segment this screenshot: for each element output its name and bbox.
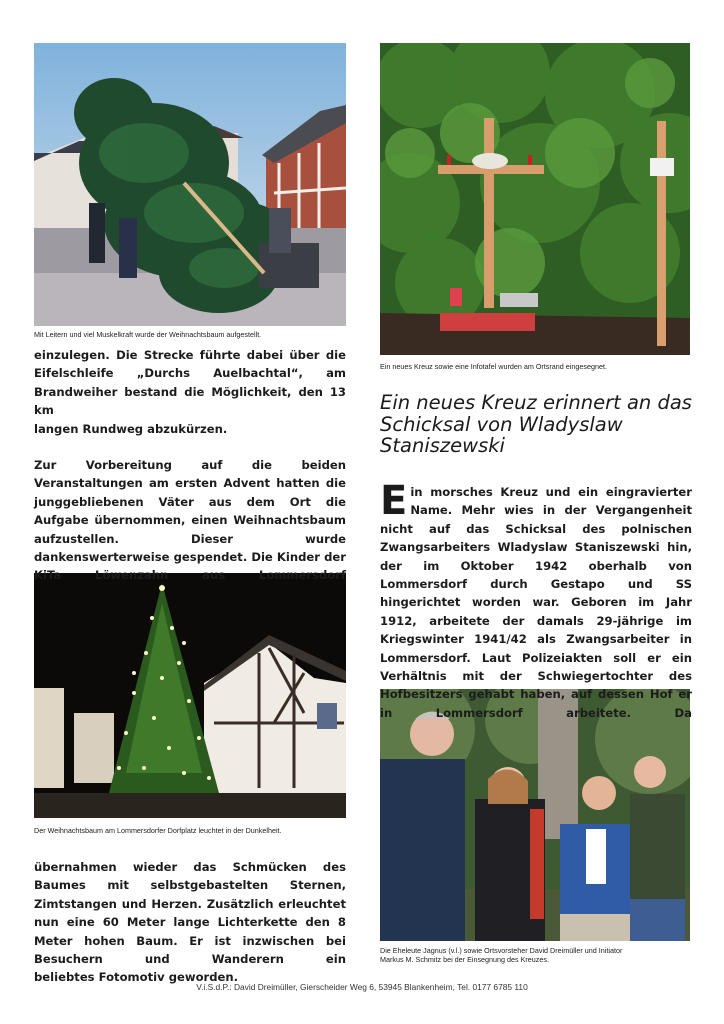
article-headline: Ein neues Kreuz erinnert an das Schicksal von Wladyslaw Staniszewski	[380, 391, 692, 457]
photo-dedication-ceremony	[380, 689, 690, 941]
article-paragraph	[380, 478, 692, 722]
paragraph-preparation: Zur Vorbereitung auf die beiden Veranstaltungen am ersten Advent hatten die junggebliebenen Väter aus dem Ort die Aufgabe übernommen, einen Weihnachtsbaum aufzustellen. Dieser wurde dankenswerterweise gespendet. Die Kinder der KiTa Löwenzahn aus Lommersdorf	[34, 458, 346, 583]
article-dropcap: E	[380, 478, 408, 524]
page-footer-imprint: V.i.S.d.P.: David Dreimüller, Gierscheider Weg 6, 53945 Blankenheim, Tel. 0177 6785 110	[196, 982, 528, 992]
article-body-text: in morsches Kreuz und ein eingravierter Name. Mehr wies in der Vergangenheit nicht auf das Schicksal des polnischen Zwangsarbeiters Wladyslaw Staniszewski hin, der im Oktober 1942 oberhalb von Lommersdorf durch Gestapo und SS hingerichtet worden war. Geboren im Jahr 1912, arbeitete der damals 29-jährige im Kriegswinter 1941/42 als Zwangsarbeiter in Lommersdorf. Laut Polizeiakten soll er ein Verhältnis mit der Schwiegertochter des Hofbesitzers gehabt haben, auf dessen Hof er in Lommersdorf arbeitete. Da	[380, 485, 692, 720]
paragraph-decoration-end: beliebtes Fotomotiv geworden.	[34, 970, 239, 985]
caption-photo-illuminated-tree: Der Weihnachtsbaum am Lommersdorfer Dorfplatz leuchtet in der Dunkelheit.	[34, 826, 282, 835]
caption-photo-dedication-ceremony-line1: Die Eheleute Jagnus (v.l.) sowie Ortsvorsteher David Dreimüller und Initiator	[380, 946, 623, 955]
photo-new-cross	[380, 43, 690, 355]
photo-illuminated-tree	[34, 573, 346, 818]
article-body	[380, 478, 692, 722]
paragraph-route: einzulegen. Die Strecke führte dabei über die Eifelschleife „Durchs Auelbachtal“, am Brandweiher bestand die Möglichkeit, den 13 km	[34, 348, 346, 418]
caption-photo-dedication-ceremony-line2: Markus M. Schmitz bei der Einsegnung des Kreuzes.	[380, 955, 549, 964]
paragraph-decoration: übernahmen wieder das Schmücken des Baumes mit selbstgebastelten Sternen, Zimtstangen und Herzen. Zusätzlich erleuchtet nun eine 60 Meter lange Lichterkette den 8 Meter hohen Baum. Er ist inzwischen bei Besuchern und Wanderern ein	[34, 860, 346, 967]
paragraph-route-end: langen Rundweg abzukürzen.	[34, 421, 228, 436]
photo-tree-erection	[34, 43, 346, 326]
left-text-block-1	[34, 346, 346, 585]
caption-photo-new-cross: Ein neues Kreuz sowie eine Infotafel wurden am Ortsrand eingesegnet.	[380, 362, 607, 371]
left-text-block-2	[34, 858, 346, 987]
caption-photo-tree-erection: Mit Leitern und viel Muskelkraft wurde der Weihnachtsbaum aufgestellt.	[34, 330, 262, 339]
